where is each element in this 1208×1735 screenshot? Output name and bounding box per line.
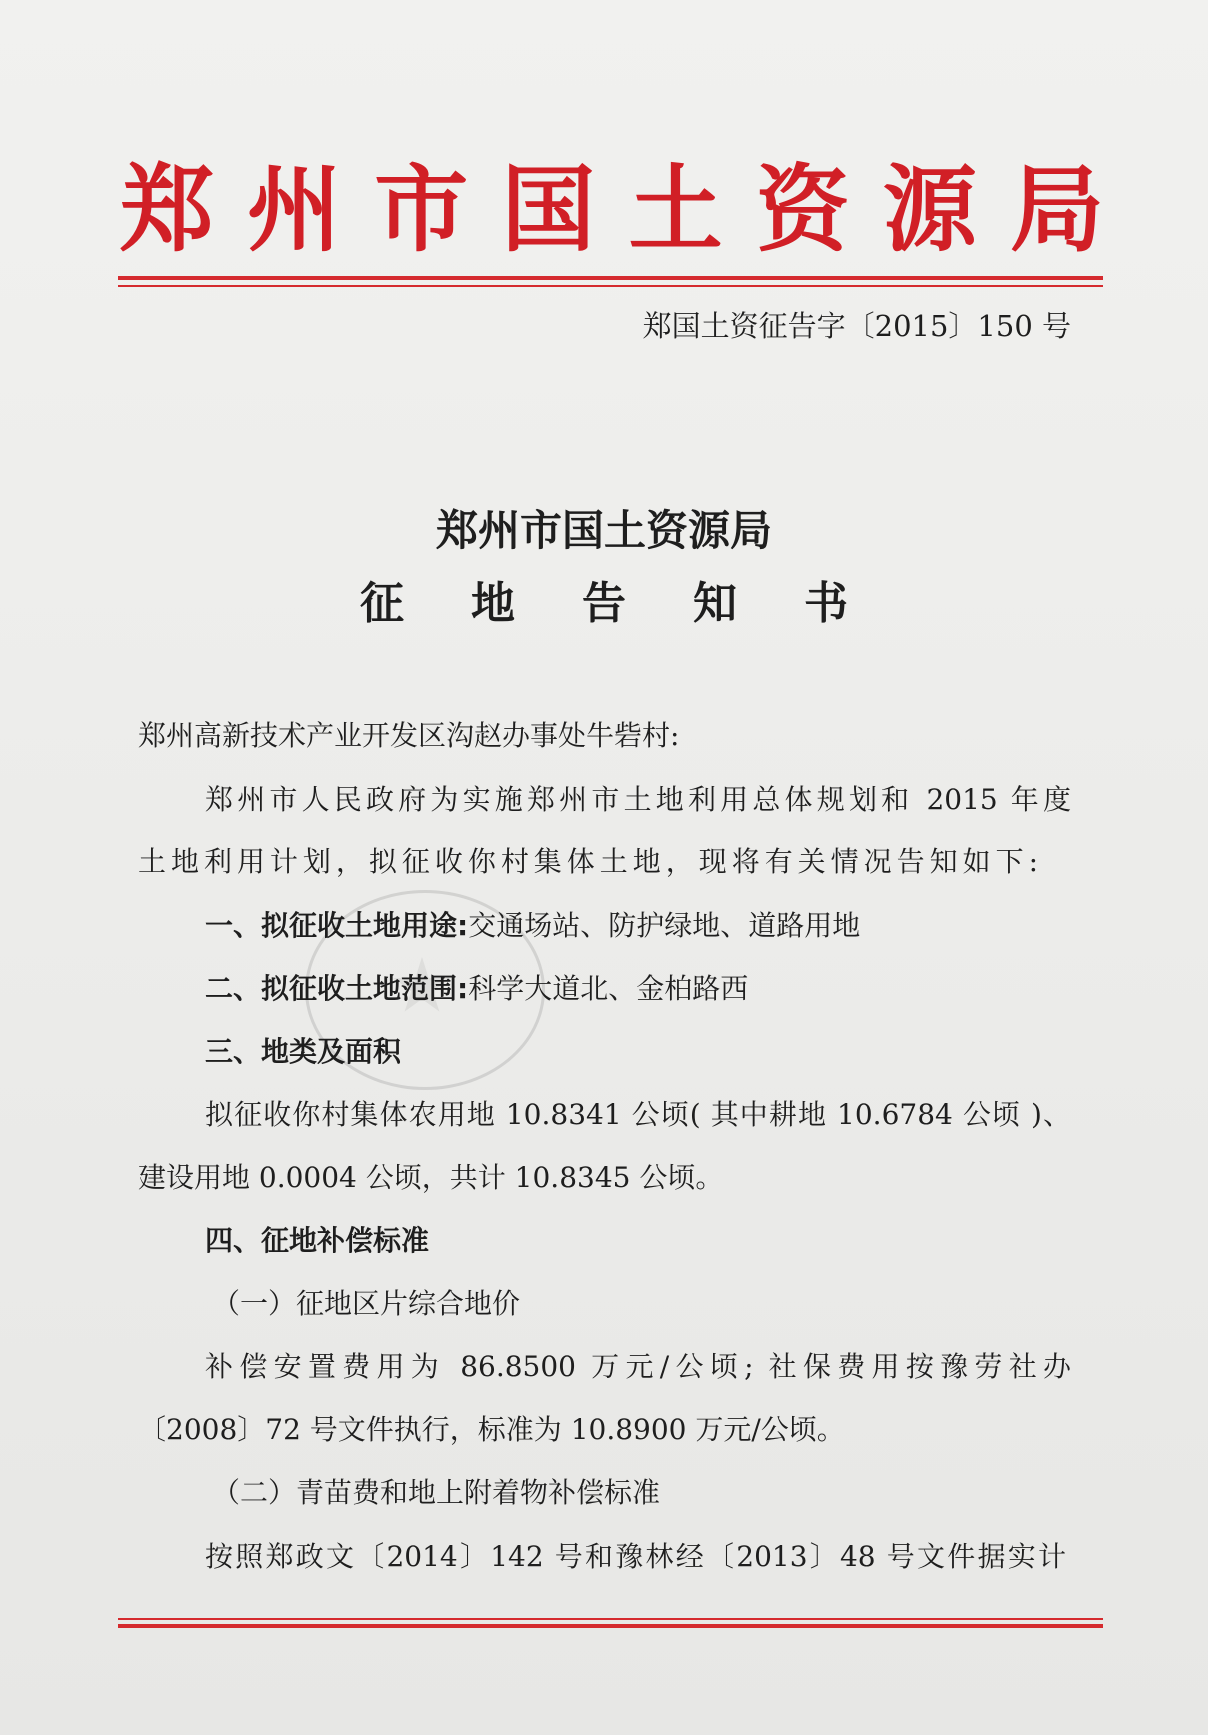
- subsection-2-heading: （二）青苗费和地上附着物补偿标准: [212, 1476, 661, 1509]
- document-number: 郑国土资征告字〔2015〕150 号: [642, 309, 1071, 343]
- title-char: 书: [804, 578, 848, 629]
- letterhead-char: 资: [755, 155, 850, 265]
- item-1: [205, 906, 860, 946]
- header-divider-thin: [118, 285, 1103, 287]
- addressee: 郑州高新技术产业开发区沟赵办事处牛砦村:: [138, 719, 680, 752]
- agency-letterhead: [120, 150, 1104, 270]
- last-line: 按照郑政文〔2014〕142 号和豫林经〔2013〕48 号文件据实计: [205, 1540, 1066, 1573]
- item-2: [205, 969, 748, 1009]
- letterhead-char: 国: [501, 155, 596, 265]
- document-title: [360, 575, 848, 633]
- intro-line-2: 土地利用计划，拟征收你村集体土地，现将有关情况告知如下:: [138, 845, 1038, 878]
- subsection-1-heading: （一）征地区片综合地价: [212, 1287, 521, 1320]
- footer-divider-thick: [118, 1624, 1103, 1628]
- compensation-line-1: 补偿安置费用为 86.8500 万元/公顷; 社保费用按豫劳社办: [205, 1350, 1071, 1383]
- item-1-label: 一、拟征收土地用途:: [205, 909, 469, 942]
- compensation-line-2: 〔2008〕72 号文件执行，标准为 10.8900 万元/公顷。: [138, 1413, 845, 1446]
- footer-divider-thin: [118, 1618, 1103, 1620]
- letterhead-char: 市: [374, 155, 469, 265]
- letterhead-char: 土: [628, 155, 723, 265]
- title-char: 征: [360, 578, 404, 629]
- title-char: 地: [471, 578, 515, 629]
- intro-line-1: 郑州市人民政府为实施郑州市土地利用总体规划和 2015 年度: [205, 783, 1071, 816]
- item-2-value: 科学大道北、金柏路西: [468, 972, 749, 1005]
- item-1-value: 交通场站、防护绿地、道路用地: [468, 909, 861, 942]
- area-line-2: 建设用地 0.0004 公顷，共计 10.8345 公顷。: [138, 1161, 724, 1194]
- item-4-heading: 四、征地补偿标准: [205, 1224, 430, 1257]
- area-line-1: 拟征收你村集体农用地 10.8341 公顷( 其中耕地 10.6784 公顷 )、: [205, 1098, 1071, 1131]
- item-2-label: 二、拟征收土地范围:: [205, 972, 469, 1005]
- letterhead-char: 源: [882, 155, 977, 265]
- header-divider-thick: [118, 276, 1103, 280]
- letterhead-char: 州: [247, 155, 342, 265]
- letterhead-char: 郑: [120, 155, 215, 265]
- title-char: 告: [582, 578, 626, 629]
- document-title-agency: 郑州市国土资源局: [435, 506, 772, 555]
- letterhead-char: 局: [1009, 155, 1104, 265]
- item-3-heading: 三、地类及面积: [205, 1035, 402, 1068]
- title-char: 知: [693, 578, 737, 629]
